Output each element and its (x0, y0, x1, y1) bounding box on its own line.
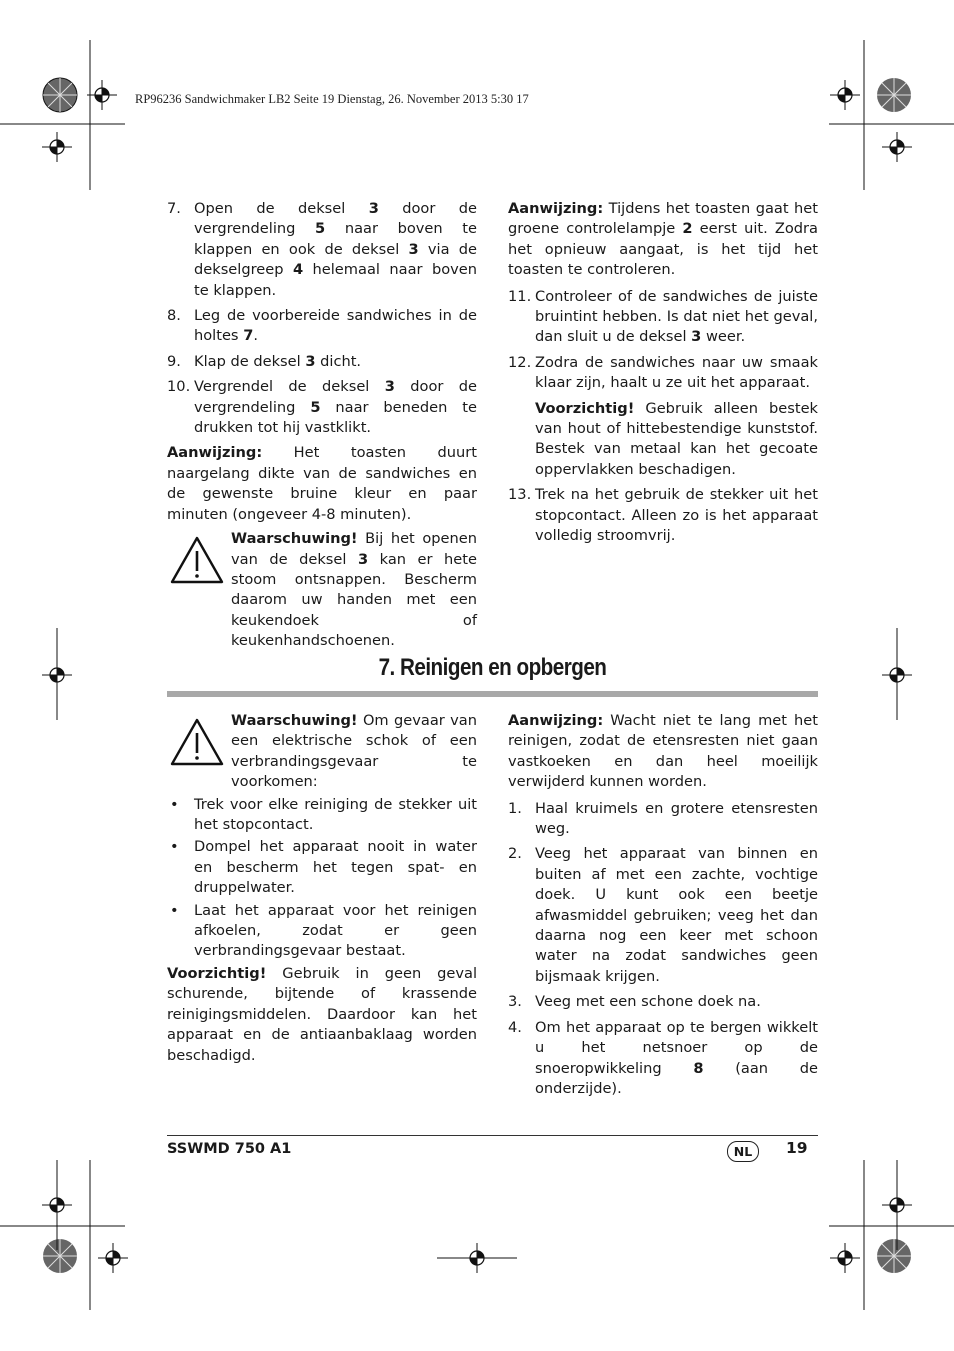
list-item: 13. Trek na het gebruik de stekker uit het stopcontact. Alleen zo is het apparaat volledig stroomvrij. (508, 486, 818, 545)
section-title: 7. Reinigen en opbergen (378, 654, 607, 681)
left-column-bottom (167, 711, 477, 1070)
right-column-bottom (508, 711, 818, 1104)
warning-triangle-icon (169, 717, 225, 767)
right-column-top (508, 199, 818, 552)
warning-block: Waarschuwing! Bij het openen van de deksel 3 kan er hete stoom ontsnappen. Bescherm daarom uw handen met een keukendoek of keukenhandschoenen. (167, 529, 477, 651)
note-paragraph: Aanwijzing: Wacht niet te lang met het reinigen, zodat de etensresten niet gaan vastkoeken en dan heel moeilijk verwijderd kunnen worden. (508, 712, 818, 791)
section-divider (167, 691, 818, 697)
language-badge: NL (727, 1141, 759, 1162)
list-item: 9. Klap de deksel 3 dicht. (167, 352, 362, 370)
print-header: RP96236 Sandwichmaker LB2 Seite 19 Dienstag, 26. November 2013 5:30 17 (135, 92, 529, 106)
note-paragraph: Aanwijzing: Het toasten duurt naargelang dikte van de sandwiches en de gewenste bruine kleur en paar minuten (ongeveer 4-8 minuten). (167, 444, 477, 523)
warning-triangle-icon (169, 535, 225, 585)
list-item: 8. Leg de voorbereide sandwiches in de holtes 7. (167, 307, 477, 345)
list-item: 4. Om het apparaat op te bergen wikkelt u het netsnoer op de snoeropwikkeling 8 (aan de onderzijde). (508, 1018, 818, 1097)
list-item: • Dompel het apparaat nooit in water en bescherm het tegen spat- en druppelwater. (170, 838, 477, 897)
caution-paragraph: Voorzichtig! Gebruik in geen geval schurende, bijtende of krassende reinigingsmiddelen. Daardoor kan het apparaat en de antiaanbaklaag worden beschadigd. (167, 964, 477, 1064)
list-item: 10. Vergrendel de deksel 3 door de vergrendeling 5 naar beneden te drukken tot hij vastklikt. (167, 378, 477, 437)
caution-paragraph: Voorzichtig! Gebruik alleen bestek van hout of hittebestendige kunststof. Bestek van metaal kan het gecoate oppervlakken beschadigen. (535, 399, 818, 478)
left-column-top (167, 199, 477, 656)
footer-model: SSWMD 750 A1 (167, 1141, 292, 1157)
list-item: 12. Zodra de sandwiches naar uw smaak klaar zijn, haalt u ze uit het apparaat. (508, 353, 818, 392)
list-item: 3. Veeg met een schone doek na. (508, 993, 761, 1011)
warning-block: Waarschuwing! Om gevaar van een elektrische schok of een verbrandingsgevaar te voorkomen: (167, 711, 477, 793)
list-item: • Laat het apparaat voor het reinigen afkoelen, zodat er geen verbrandingsgevaar bestaat. (170, 901, 477, 960)
list-item: 2. Veeg het apparaat van binnen en buiten af met een zachte, vochtige doek. U kunt ook een beetje afwasmiddel gebruiken; veeg het dan daarna nog een keer met schoon water na zodat sandwiches geen bijsmaak krijgen. (508, 845, 818, 985)
list-item: 7. Open de deksel 3 door de vergrendeling 5 naar boven te klappen en ook de deksel 3 via de dekselgreep 4 helemaal naar boven te klappen. (167, 200, 478, 299)
page-number: 19 (786, 1139, 808, 1157)
note-paragraph: Aanwijzing: Tijdens het toasten gaat het groene controlelampje 2 eerst uit. Zodra het opnieuw aangaat, is het tijd het toasten te controleren. (508, 200, 819, 279)
list-item: • Trek voor elke reiniging de stekker uit het stopcontact. (170, 795, 477, 834)
list-item: 11. Controleer of de sandwiches de juiste bruintint hebben. Is dat niet het geval, dan sluit u de deksel 3 weer. (508, 287, 818, 346)
footer-divider (167, 1135, 818, 1136)
list-item: 1. Haal kruimels en grotere etensresten weg. (508, 799, 818, 838)
